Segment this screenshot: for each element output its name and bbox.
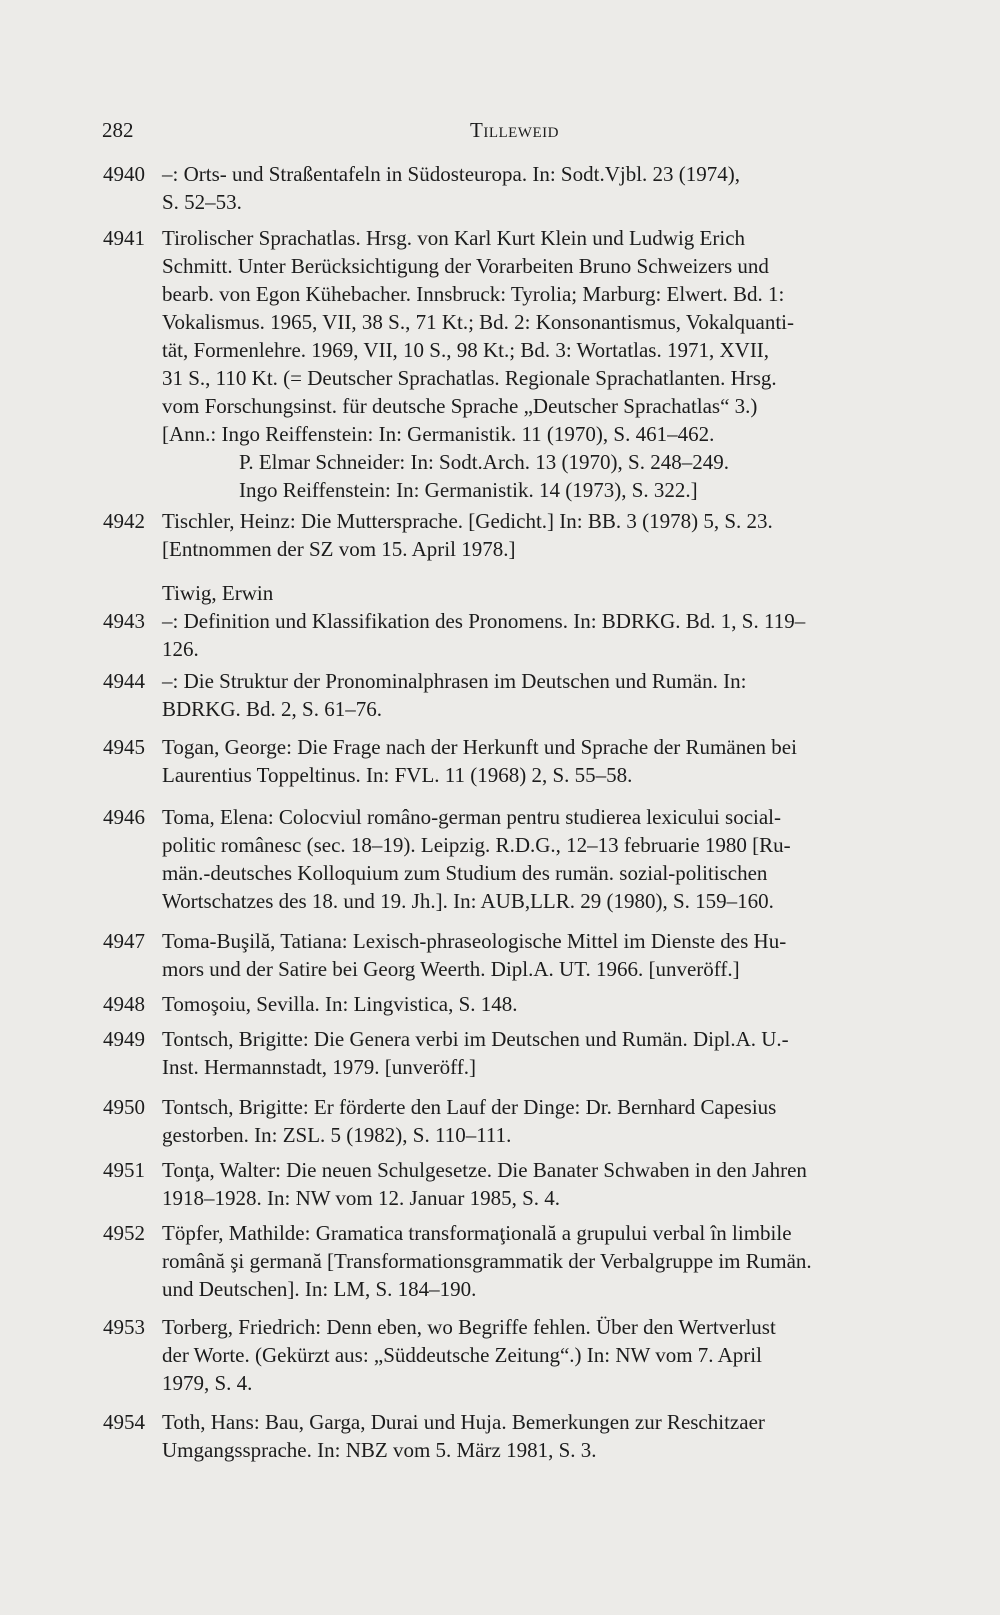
entry-4954 <box>0 1408 1000 1468</box>
entry-4947 <box>0 927 1000 990</box>
bibliography-list <box>0 160 1000 1468</box>
entry-line: Schmitt. Unter Berücksichtigung der Vorarbeiten Bruno Schweizers und <box>162 254 769 278</box>
entry-number: 4942 <box>103 509 145 533</box>
entry-line: Laurentius Toppeltinus. In: FVL. 11 (1968) 2, S. 55–58. <box>162 763 633 787</box>
entry-4949 <box>0 1025 1000 1093</box>
entry-line: Inst. Hermannstadt, 1979. [unveröff.] <box>162 1055 476 1079</box>
entry-number: 4951 <box>103 1158 145 1182</box>
entry-line: –: Orts- und Straßentafeln in Südosteuropa. In: Sodt.Vjbl. 23 (1974), <box>162 162 741 186</box>
entry-line: vom Forschungsinst. für deutsche Sprache „Deutscher Sprachatlas“ 3.) <box>162 394 758 418</box>
entry-line: [Ann.: Ingo Reiffenstein: In: Germanistik. 11 (1970), S. 461–462. <box>162 422 715 446</box>
entry-number: 4941 <box>103 226 145 250</box>
entry-line: der Worte. (Gekürzt aus: „Süddeutsche Zeitung“.) In: NW vom 7. April <box>162 1343 762 1367</box>
author-heading <box>0 579 1000 607</box>
entry-4950 <box>0 1093 1000 1156</box>
entry-line: und Deutschen]. In: LM, S. 184–190. <box>162 1277 477 1301</box>
entry-4952 <box>0 1219 1000 1313</box>
entry-4943 <box>0 607 1000 667</box>
entry-number: 4948 <box>103 992 145 1016</box>
entry-line: Tontsch, Brigitte: Die Genera verbi im Deutschen und Rumän. Dipl.A. U.- <box>162 1027 789 1051</box>
entry-line: 126. <box>162 637 199 661</box>
entry-line: –: Die Struktur der Pronominalphrasen im Deutschen und Rumän. In: <box>162 669 747 693</box>
entry-line: Tomoşoiu, Sevilla. In: Lingvistica, S. 148. <box>162 992 518 1016</box>
entry-4953 <box>0 1313 1000 1408</box>
entry-line: gestorben. In: ZSL. 5 (1982), S. 110–111. <box>162 1123 512 1147</box>
entry-4941 <box>0 224 1000 507</box>
entry-number: 4943 <box>103 609 145 633</box>
entry-line: Tirolischer Sprachatlas. Hrsg. von Karl Kurt Klein und Ludwig Erich <box>162 226 746 250</box>
running-title: Tilleweid <box>470 118 559 142</box>
entry-line: Wortschatzes des 18. und 19. Jh.]. In: AUB,LLR. 29 (1980), S. 159–160. <box>162 889 774 913</box>
entry-number: 4949 <box>103 1027 145 1051</box>
entry-line: Tischler, Heinz: Die Muttersprache. [Gedicht.] In: BB. 3 (1978) 5, S. 23. <box>162 509 773 533</box>
entry-line: Töpfer, Mathilde: Gramatica transformaţională a grupului verbal în limbile <box>162 1221 792 1245</box>
entry-line: Tontsch, Brigitte: Er förderte den Lauf der Dinge: Dr. Bernhard Capesius <box>162 1095 777 1119</box>
entry-number: 4944 <box>103 669 145 693</box>
entry-line: Toma-Buşilă, Tatiana: Lexisch-phraseologische Mittel im Dienste des Hu- <box>162 929 787 953</box>
entry-line: Vokalismus. 1965, VII, 38 S., 71 Kt.; Bd. 2: Konsonantismus, Vokalquanti- <box>162 310 794 334</box>
entry-4940 <box>0 160 1000 224</box>
entry-line: Togan, George: Die Frage nach der Herkunft und Sprache der Rumänen bei <box>162 735 797 759</box>
entry-4946 <box>0 803 1000 927</box>
entry-line: 1979, S. 4. <box>162 1371 253 1395</box>
entry-4945 <box>0 733 1000 803</box>
entry-line: politic românesc (sec. 18–19). Leipzig. R.D.G., 12–13 februarie 1980 [Ru- <box>162 833 791 857</box>
entry-number: 4953 <box>103 1315 145 1339</box>
entry-line: Torberg, Friedrich: Denn eben, wo Begriffe fehlen. Über den Wertverlust <box>162 1315 776 1339</box>
entry-4948 <box>0 990 1000 1025</box>
entry-number: 4952 <box>103 1221 145 1245</box>
entry-line: română şi germană [Transformationsgrammatik der Verbalgruppe im Rumän. <box>162 1249 812 1273</box>
entry-number: 4950 <box>103 1095 145 1119</box>
entry-number: 4947 <box>103 929 145 953</box>
entry-line: S. 52–53. <box>162 190 242 214</box>
entry-line: Toth, Hans: Bau, Garga, Durai und Huja. Bemerkungen zur Reschitzaer <box>162 1410 765 1434</box>
entry-line: 1918–1928. In: NW vom 12. Januar 1985, S. 4. <box>162 1186 561 1210</box>
entry-line: män.-deutsches Kolloquium zum Studium des rumän. sozial-politischen <box>162 861 768 885</box>
entry-line: Toma, Elena: Colocviul româno-german pentru studierea lexicului social- <box>162 805 781 829</box>
entry-line: [Entnommen der SZ vom 15. April 1978.] <box>162 537 516 561</box>
entry-4942 <box>0 507 1000 579</box>
entry-line: –: Definition und Klassifikation des Pronomens. In: BDRKG. Bd. 1, S. 119– <box>162 609 806 633</box>
entry-line: Tonţa, Walter: Die neuen Schulgesetze. Die Banater Schwaben in den Jahren <box>162 1158 807 1182</box>
entry-number: 4954 <box>103 1410 145 1434</box>
entry-line: Ingo Reiffenstein: In: Germanistik. 14 (1973), S. 322.] <box>239 478 698 502</box>
entry-4944 <box>0 667 1000 733</box>
running-head <box>0 118 1000 148</box>
page-number: 282 <box>102 118 134 142</box>
entry-line: 31 S., 110 Kt. (= Deutscher Sprachatlas. Regionale Sprachatlanten. Hrsg. <box>162 366 777 390</box>
entry-line: tät, Formenlehre. 1969, VII, 10 S., 98 Kt.; Bd. 3: Wortatlas. 1971, XVII, <box>162 338 770 362</box>
entry-line: mors und der Satire bei Georg Weerth. Dipl.A. UT. 1966. [unveröff.] <box>162 957 740 981</box>
entry-line: Umgangssprache. In: NBZ vom 5. März 1981, S. 3. <box>162 1438 597 1462</box>
entry-4951 <box>0 1156 1000 1219</box>
entry-number: 4945 <box>103 735 145 759</box>
entry-line: bearb. von Egon Kühebacher. Innsbruck: Tyrolia; Marburg: Elwert. Bd. 1: <box>162 282 785 306</box>
entry-number: 4946 <box>103 805 145 829</box>
entry-line: BDRKG. Bd. 2, S. 61–76. <box>162 697 382 721</box>
entry-line: P. Elmar Schneider: In: Sodt.Arch. 13 (1970), S. 248–249. <box>239 450 729 474</box>
entry-line: Tiwig, Erwin <box>162 581 274 605</box>
entry-number: 4940 <box>103 162 145 186</box>
